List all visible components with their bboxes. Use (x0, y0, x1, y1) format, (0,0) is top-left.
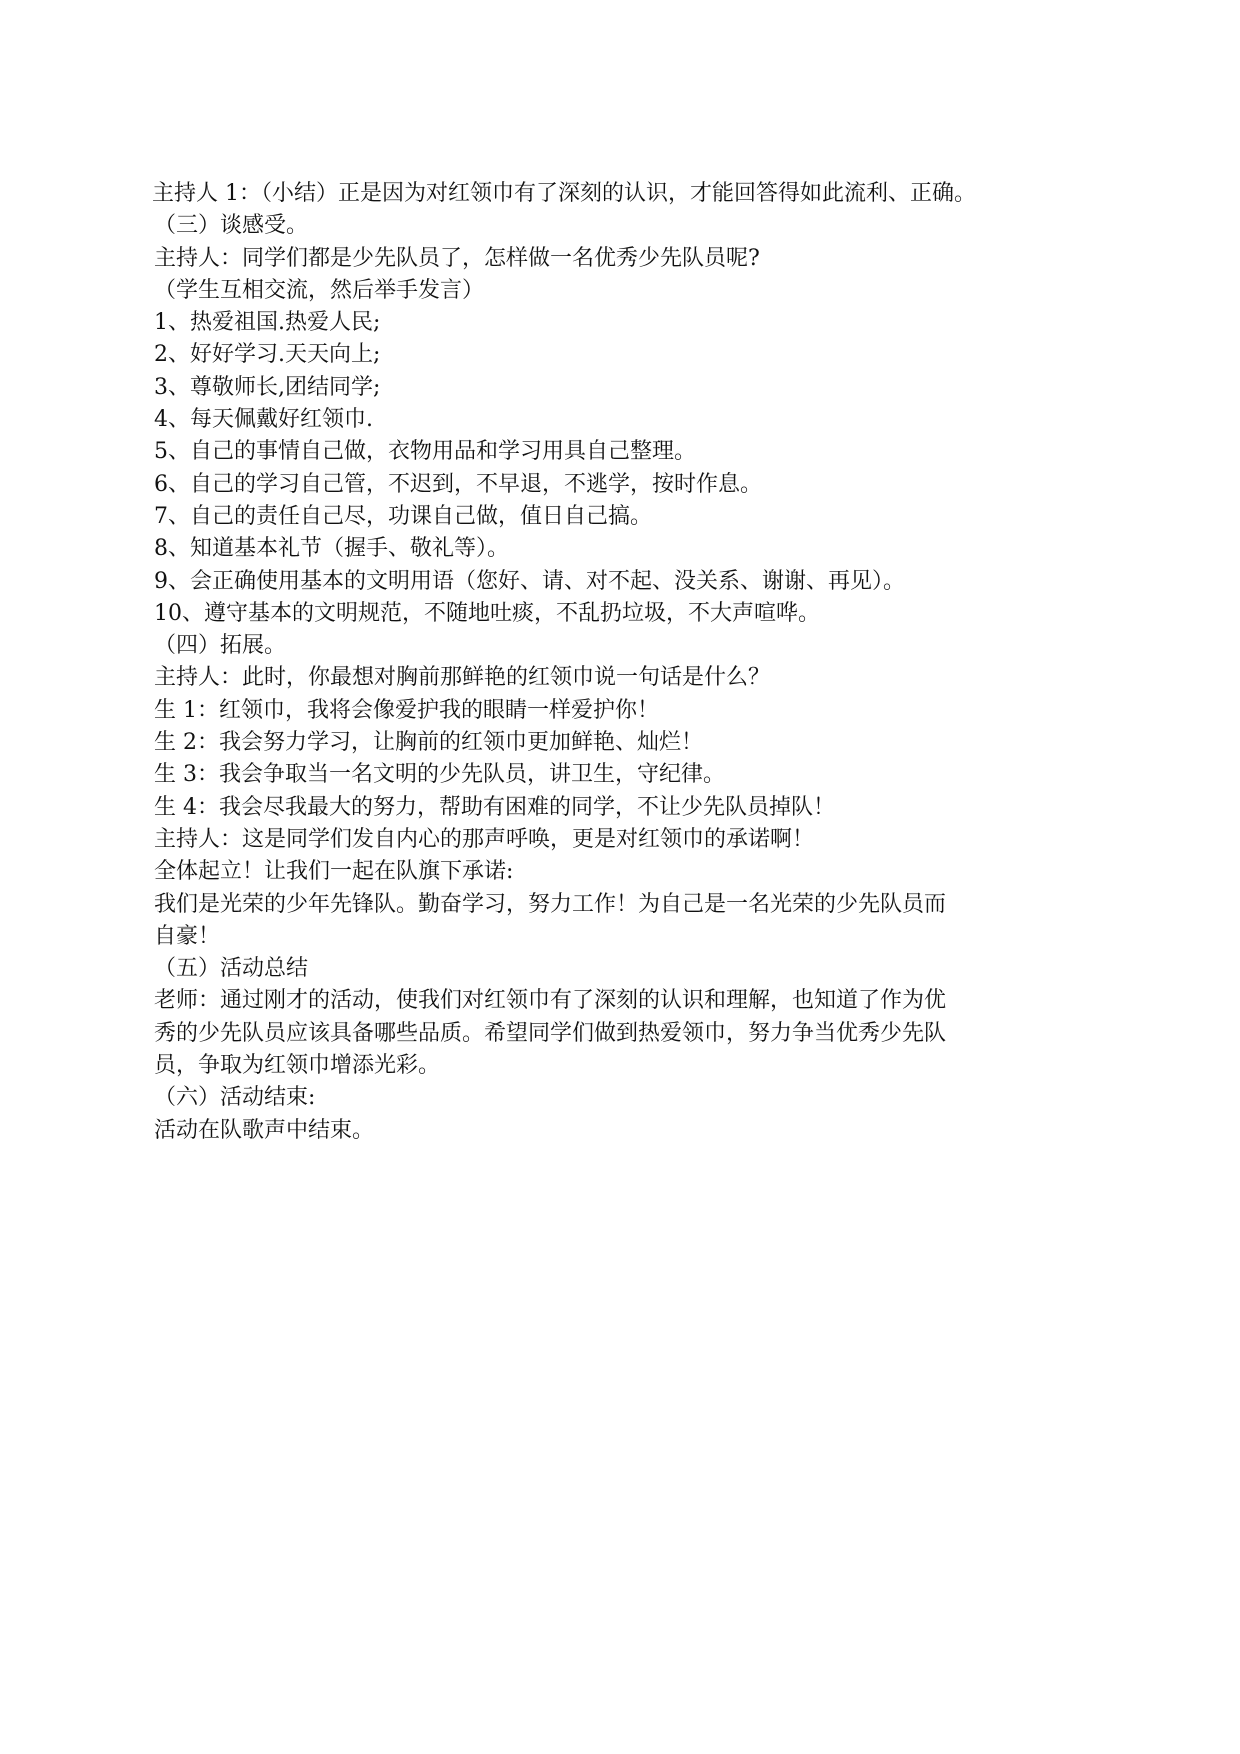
list-item-4: 4、每天佩戴好红领巾. (154, 407, 373, 433)
pledge-line-2: 自豪！ (154, 923, 221, 949)
teacher-summary-line-2: 秀的少先队员应该具备哪些品质。希望同学们做到热爱领巾，努力争当优秀少先队 (154, 1020, 947, 1046)
list-item-1: 1、热爱祖国.热爱人民; (154, 310, 381, 336)
teacher-summary-line-1: 老师：通过刚才的活动，使我们对红领巾有了深刻的认识和理解，也知道了作为优 (154, 988, 947, 1014)
document-body (154, 178, 1094, 1147)
host-question-line: 主持人：同学们都是少先队员了，怎样做一名优秀少先队员呢? (154, 245, 760, 271)
list-item-10: 10、遵守基本的文明规范，不随地吐痰，不乱扔垃圾，不大声喧哗。 (154, 600, 820, 626)
teacher-summary-line-3: 员，争取为红领巾增添光彩。 (154, 1053, 441, 1079)
list-item-7: 7、自己的责任自己尽，功课自己做，值日自己搞。 (154, 503, 652, 529)
closing-line: 活动在队歌声中结束。 (154, 1117, 375, 1143)
section-heading-five: （五）活动总结 (154, 956, 309, 982)
host-prompt-line: 主持人：此时，你最想对胸前那鲜艳的红领巾说一句话是什么？ (154, 665, 771, 691)
list-item-3: 3、尊敬师长,团结同学; (154, 374, 381, 400)
list-item-6: 6、自己的学习自己管，不迟到，不早退，不逃学，按时作息。 (154, 471, 762, 497)
list-item-5: 5、自己的事情自己做，衣物用品和学习用具自己整理。 (154, 439, 696, 465)
student-exchange-note: （学生互相交流，然后举手发言） (154, 277, 485, 303)
section-heading-six: （六）活动结束: (154, 1085, 316, 1111)
section-heading-three: （三）谈感受。 (154, 213, 309, 239)
section-heading-four: （四）拓展。 (154, 633, 287, 659)
student-4-line: 生 4：我会尽我最大的努力，帮助有困难的同学，不让少先队员掉队！ (154, 794, 835, 820)
student-2-line: 生 2：我会努力学习，让胸前的红领巾更加鲜艳、灿烂！ (154, 730, 703, 756)
list-item-8: 8、知道基本礼节（握手、敬礼等）。 (154, 536, 509, 562)
host-response-line: 主持人：这是同学们发自内心的那声呼唤，更是对红领巾的承诺啊！ (154, 826, 815, 852)
student-3-line: 生 3：我会争取当一名文明的少先队员，讲卫生，守纪律。 (154, 762, 725, 788)
stand-up-line: 全体起立！让我们一起在队旗下承诺: (154, 859, 514, 885)
student-1-line: 生 1：红领巾，我将会像爱护我的眼睛一样爱护你！ (154, 697, 659, 723)
host-summary-line: 主持人 1：（小结）正是因为对红领巾有了深刻的认识，才能回答得如此流利、正确。 (152, 181, 976, 206)
list-item-2: 2、好好学习.天天向上; (154, 342, 381, 368)
list-item-9: 9、会正确使用基本的文明用语（您好、请、对不起、没关系、谢谢、再见）。 (154, 568, 905, 594)
pledge-line-1: 我们是光荣的少年先锋队。勤奋学习，努力工作！为自己是一名光荣的少先队员而 (154, 891, 947, 917)
